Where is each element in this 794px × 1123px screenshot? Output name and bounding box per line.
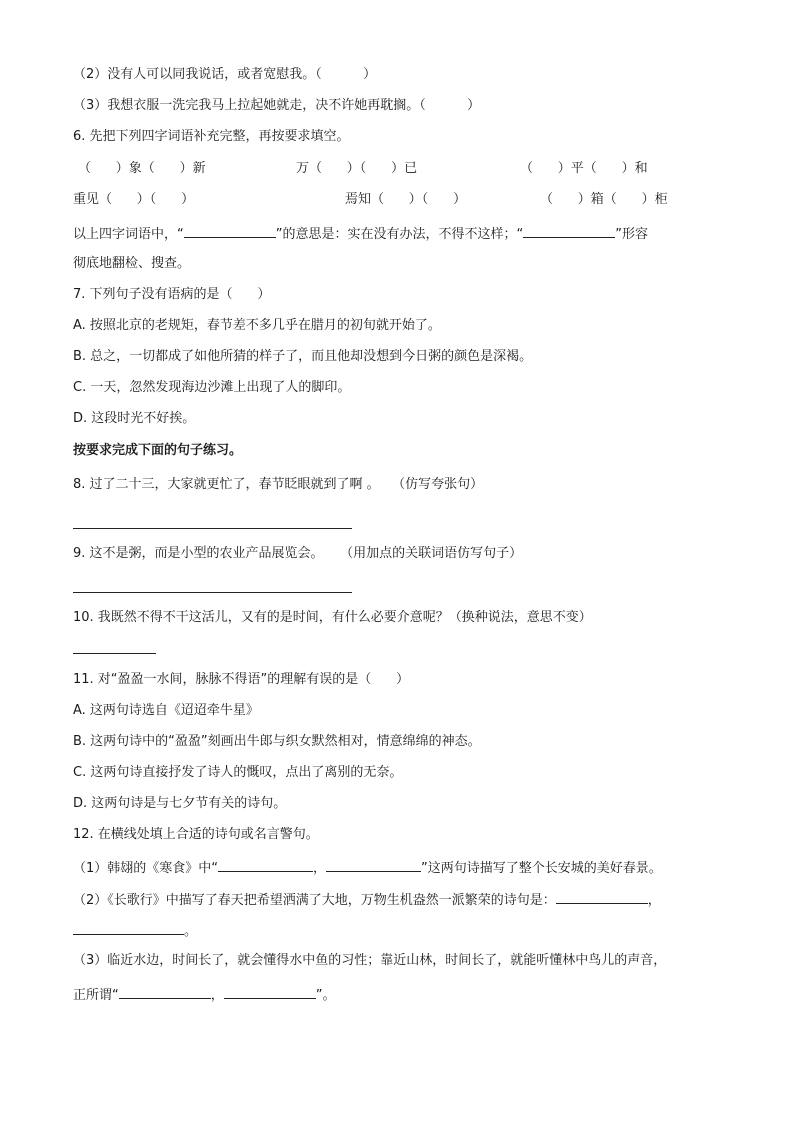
question-11-option-b: B. 这两句诗中的“盈盈”刻画出牛郎与织女默然相对，情意绵绵的神态。: [73, 734, 481, 749]
answer-blank[interactable]: [556, 890, 648, 904]
answer-blank[interactable]: [326, 858, 421, 872]
question-6-fill-line: 以上四字词语中，“ ”的意思是：实在没有办法，不得不这样；“ ”形容: [73, 224, 648, 243]
question-7-stem: 7. 下列句子没有语病的是（ ）: [73, 287, 271, 302]
section-heading: 按要求完成下面的句子练习。: [73, 443, 243, 458]
question-5-item-2: （2）没有人可以同我说话，或者宽慰我。（ ）: [73, 67, 377, 82]
idiom-blank-4: 重见（ ）（ ）: [73, 192, 195, 207]
question-11-option-a: A. 这两句诗选自《迢迢牵牛星》: [73, 703, 259, 718]
question-11-option-d: D. 这两句诗是与七夕节有关的诗句。: [73, 796, 287, 811]
question-8-stem: 8. 过了二十三，大家就更忙了，春节眨眼就到了啊 。 （仿写夸张句）: [73, 477, 484, 492]
answer-blank[interactable]: [119, 985, 211, 999]
answer-line[interactable]: [73, 653, 156, 654]
question-12-item-2-cont: 。: [73, 921, 197, 940]
answer-blank[interactable]: [73, 921, 184, 935]
question-12-item-1: （1）韩翃的《寒食》中“ ， ”这两句诗描写了整个长安城的美好春景。: [73, 858, 662, 877]
question-11-option-c: C. 这两句诗直接抒发了诗人的慨叹，点出了离别的无奈。: [73, 765, 403, 780]
answer-blank[interactable]: [224, 985, 316, 999]
idiom-blank-6: （ ）箱（ ）柜: [540, 192, 668, 207]
question-7-option-d: D. 这段时光不好挨。: [73, 411, 196, 426]
question-6-fill-line-2: 彻底地翻检、搜查。: [73, 256, 191, 271]
question-12-item-3: （3）临近水边，时间长了，就会懂得水中鱼的习性；靠近山林，时间长了，就能听懂林中鸟儿的声音，: [73, 953, 667, 968]
question-9-stem: 9. 这不是粥，而是小型的农业产品展览会。 （用加点的关联词语仿写句子）: [73, 546, 523, 561]
question-7-option-c: C. 一天，忽然发现海边沙滩上出现了人的脚印。: [73, 380, 351, 395]
question-10-stem: 10. 我既然不得不干这活儿，又有的是时间，有什么必要介意呢？（换种说法，意思不变）: [73, 610, 592, 625]
idiom-blank-2: 万（ ）（ ）已: [296, 161, 418, 176]
idiom-blank-5: 焉知（ ）（ ）: [345, 192, 467, 207]
question-6-stem: 6. 先把下列四字词语补充完整，再按要求填空。: [73, 129, 350, 144]
answer-line[interactable]: [73, 528, 352, 529]
answer-blank[interactable]: [184, 224, 276, 238]
answer-line[interactable]: [73, 592, 352, 593]
question-7-option-b: B. 总之，一切都成了如他所猜的样子了，而且他却没想到今日粥的颜色是深褐。: [73, 349, 533, 364]
idiom-blank-1: （ ）象（ ）新: [78, 161, 206, 176]
idiom-blank-3: （ ）平（ ）和: [520, 161, 648, 176]
question-12-item-3-cont: 正所谓“ ， ”。: [73, 985, 336, 1004]
question-11-stem: 11. 对“盈盈一水间，脉脉不得语”的理解有误的是（ ）: [73, 672, 410, 687]
answer-blank[interactable]: [218, 858, 313, 872]
question-5-item-3: （3）我想衣服一洗完我马上拉起她就走，决不许她再耽搁。（ ）: [73, 98, 481, 113]
question-12-stem: 12. 在横线处填上合适的诗句或名言警句。: [73, 827, 319, 842]
question-12-item-2: （2）《长歌行》中描写了春天把希望洒满了大地，万物生机盎然一派繁荣的诗句是： ，: [73, 890, 661, 909]
question-7-option-a: A. 按照北京的老规矩，春节差不多几乎在腊月的初旬就开始了。: [73, 318, 441, 333]
answer-blank[interactable]: [523, 224, 615, 238]
